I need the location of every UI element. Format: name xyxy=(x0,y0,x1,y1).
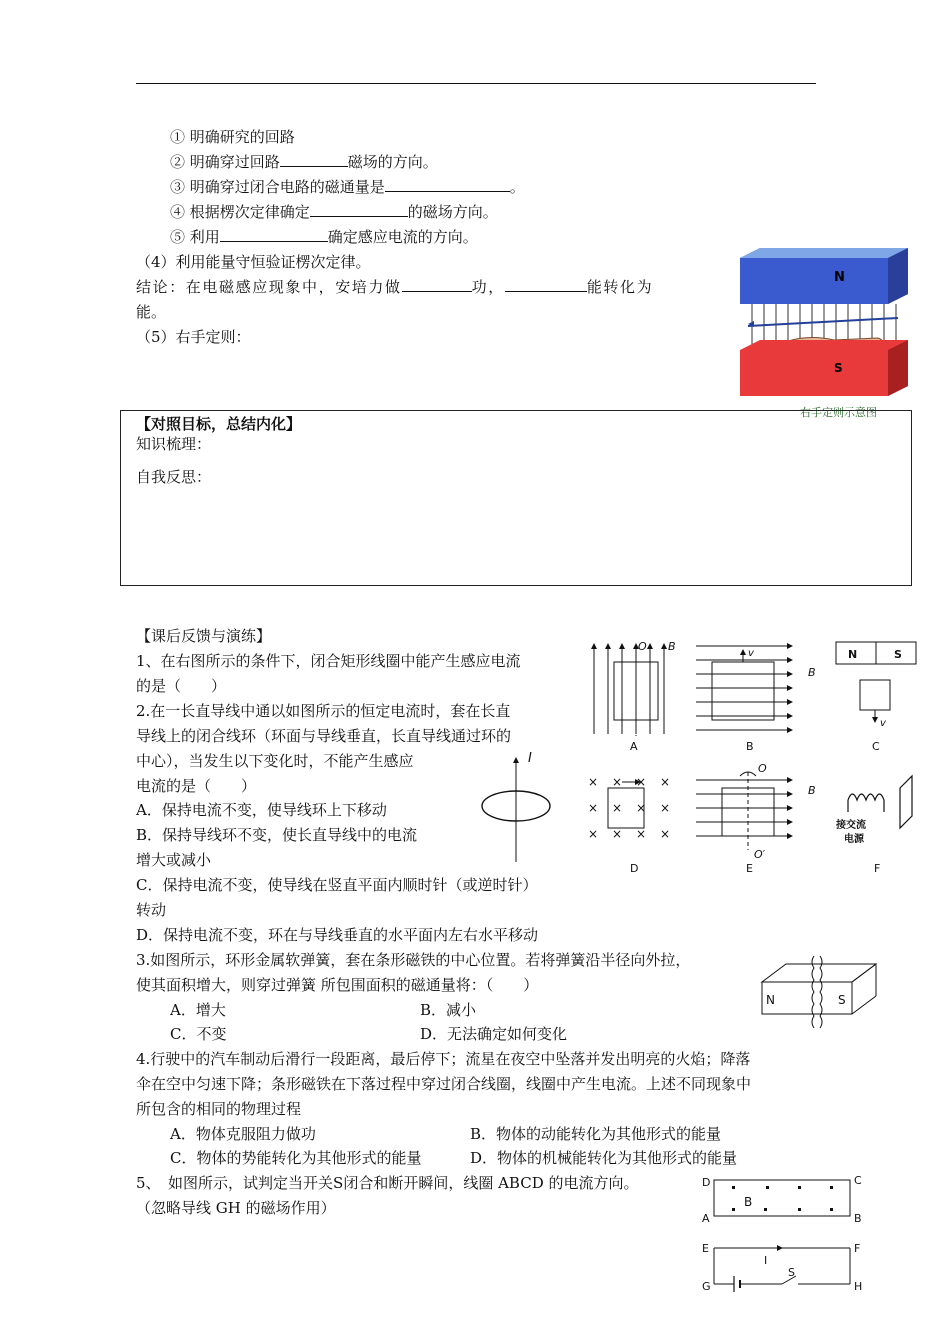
q4-option-c: C．物体的势能转化为其他形式的能量 xyxy=(170,1149,422,1167)
q1-d-cross-field xyxy=(588,775,670,841)
step-5-tail: 确定感应电流的方向。 xyxy=(327,228,478,246)
s-pole-label: S xyxy=(834,361,843,375)
step-1: ① 明确研究的回路 xyxy=(170,128,295,146)
step-4 xyxy=(170,202,498,222)
q1-c-n-label: N xyxy=(848,648,858,661)
step-3 xyxy=(170,177,525,197)
q1-label-a: A xyxy=(630,740,638,753)
q1-line-2: 的是（ ） xyxy=(136,677,227,695)
blank xyxy=(220,227,328,242)
step-5-text: ⑤ 利用 xyxy=(170,228,220,246)
conclusion-end: 能转化为 xyxy=(586,278,654,296)
q1-b-b-label: B xyxy=(808,666,816,679)
conclusion-mid: 功， xyxy=(471,278,505,296)
q1-label-c: C xyxy=(872,740,880,753)
q3-s-label: S xyxy=(838,993,846,1007)
q1-figure xyxy=(582,636,922,880)
q5-field-label: B xyxy=(744,1195,753,1209)
conclusion-cont: 能。 xyxy=(136,303,167,321)
q4-option-a: A．物体克服阻力做功 xyxy=(170,1125,316,1143)
q2-option-d: D．保持电流不变，环在与导线垂直的水平面内左右水平移动 xyxy=(136,926,539,944)
q2-option-a: A．保持电流不变，使导线环上下移动 xyxy=(136,801,387,819)
summary-box xyxy=(120,410,912,586)
q3-option-a: A．增大 xyxy=(170,1001,226,1019)
q2-line-1: 2.在一长直导线中通以如图所示的恒定电流时，套在长直 xyxy=(136,702,511,720)
q1-label-b: B xyxy=(746,740,754,753)
q3-option-d: D．无法确定如何变化 xyxy=(420,1025,568,1043)
q1-line-1: 1、在右图所示的条件下，闭合矩形线圈中能产生感应电流 xyxy=(136,652,521,670)
step-3-text: ③ 明确穿过闭合电路的磁通量是 xyxy=(170,178,385,196)
q1-f-text-2: 电源 xyxy=(844,834,864,845)
svg-text:×: × xyxy=(636,801,647,815)
svg-text:×: × xyxy=(660,827,671,841)
blank xyxy=(505,277,587,292)
q2-option-c-cont: 转动 xyxy=(136,901,167,919)
header-rule xyxy=(136,83,816,84)
q5-figure xyxy=(698,1172,866,1298)
q2-current-label: I xyxy=(528,751,532,766)
q1-f-text-1: 接交流 xyxy=(836,820,866,831)
svg-text:×: × xyxy=(588,775,599,789)
step-4-text: ④ 根据楞次定律确定 xyxy=(170,203,310,221)
q5-line-1: 5、 如图所示，试判定当开关S闭合和断开瞬间，线圈 ABCD 的电流方向。 xyxy=(136,1174,639,1192)
q5-h-label: H xyxy=(854,1280,863,1293)
n-pole-label: N xyxy=(834,270,845,285)
q1-b-v-label: v xyxy=(748,648,754,659)
step-3-tail: 。 xyxy=(509,178,525,196)
knowledge-label: 知识梳理： xyxy=(136,435,212,453)
q5-f-label: F xyxy=(854,1242,861,1255)
q2-line-2: 导线上的闭合线环（环面与导线垂直，长直导线通过环的 xyxy=(136,727,512,745)
q5-e-label: E xyxy=(702,1242,709,1255)
reflection-label: 自我反思： xyxy=(136,468,212,486)
para-5: （5）右手定则： xyxy=(136,328,251,346)
q2-line-4: 电流的是（ ） xyxy=(136,777,257,795)
q1-e-b-label: B xyxy=(808,784,816,797)
q2-option-c: C．保持电流不变，使导线在竖直平面内顺时针（或逆时针） xyxy=(136,876,538,894)
step-2 xyxy=(170,152,438,172)
q1-a-o-label: O xyxy=(638,640,647,653)
q5-g-label: G xyxy=(702,1280,711,1293)
step-5 xyxy=(170,227,478,247)
q1-e-o-label: O xyxy=(758,762,767,775)
step-2-text: ② 明确穿过回路 xyxy=(170,153,280,171)
svg-text:×: × xyxy=(660,801,671,815)
q1-label-f: F xyxy=(874,862,881,875)
q1-label-e: E xyxy=(746,862,753,875)
q1-e-oprime-label: O′ xyxy=(754,848,766,861)
q4-line-2: 伞在空中匀速下降；条形磁铁在下落过程中穿过闭合线圈，线圈中产生电流。上述不同现象中 xyxy=(136,1075,752,1093)
magnet-caption: 右手定则示意图 xyxy=(800,406,877,419)
q4-option-b: B．物体的动能转化为其他形式的能量 xyxy=(470,1125,722,1143)
q3-line-1: 3.如图所示，环形金属软弹簧，套在条形磁铁的中心位置。若将弹簧沿半径向外拉， xyxy=(136,951,691,969)
q3-line-2: 使其面积增大，则穿过弹簧 所包围面积的磁通量将：（ ） xyxy=(136,976,539,994)
svg-text:×: × xyxy=(588,801,599,815)
q5-b-label: B xyxy=(854,1212,862,1225)
step-4-tail: 的磁场方向。 xyxy=(407,203,498,221)
svg-text:×: × xyxy=(612,775,623,789)
q5-switch-label: S xyxy=(788,1266,795,1279)
q4-option-d: D．物体的机械能转化为其他形式的能量 xyxy=(470,1149,738,1167)
q2-option-b: B．保持导线环不变，使长直导线中的电流 xyxy=(136,826,418,844)
q5-line-2: （忽略导线 GH 的磁场作用） xyxy=(136,1199,336,1217)
step-2-tail: 磁场的方向。 xyxy=(347,153,438,171)
q5-a-label: A xyxy=(702,1212,710,1225)
q3-option-b: B．减小 xyxy=(420,1001,477,1019)
q5-current-label: I xyxy=(764,1254,768,1267)
svg-text:×: × xyxy=(660,775,671,789)
svg-text:×: × xyxy=(612,827,623,841)
q5-d-label: D xyxy=(702,1176,711,1189)
q4-line-1: 4.行驶中的汽车制动后滑行一段距离，最后停下；流星在夜空中坠落并发出明亮的火焰；降落 xyxy=(136,1050,751,1068)
magnet-hand-figure xyxy=(738,246,910,419)
svg-text:×: × xyxy=(588,827,599,841)
q2-line-3: 中心），当发生以下变化时，不能产生感应 xyxy=(136,752,414,770)
blank xyxy=(310,202,408,217)
q1-a-b-label: B xyxy=(668,640,676,653)
svg-text:×: × xyxy=(636,775,647,789)
svg-text:×: × xyxy=(636,827,647,841)
q2-option-b-cont: 增大或减小 xyxy=(136,851,212,869)
blank xyxy=(280,152,348,167)
blank xyxy=(385,177,510,192)
q3-figure xyxy=(758,952,878,1024)
q1-label-d: D xyxy=(630,862,639,875)
exercise-title: 【课后反馈与演练】 xyxy=(136,627,272,645)
q4-line-3: 所包含的相同的物理过程 xyxy=(136,1100,302,1118)
q1-c-s-label: S xyxy=(894,648,902,661)
summary-title: 【对照目标，总结内化】 xyxy=(136,415,302,433)
svg-text:×: × xyxy=(612,801,623,815)
q1-c-v-label: v xyxy=(880,718,886,729)
para-4: （4）利用能量守恒验证楞次定律。 xyxy=(136,253,371,271)
conclusion-line xyxy=(136,277,653,297)
q2-figure xyxy=(478,748,578,866)
q5-c-label: C xyxy=(854,1174,862,1187)
blank xyxy=(402,277,472,292)
conclusion-text: 结论：在电磁感应现象中，安培力做 xyxy=(136,278,402,296)
q3-n-label: N xyxy=(766,993,775,1007)
q3-option-c: C．不变 xyxy=(170,1025,227,1043)
